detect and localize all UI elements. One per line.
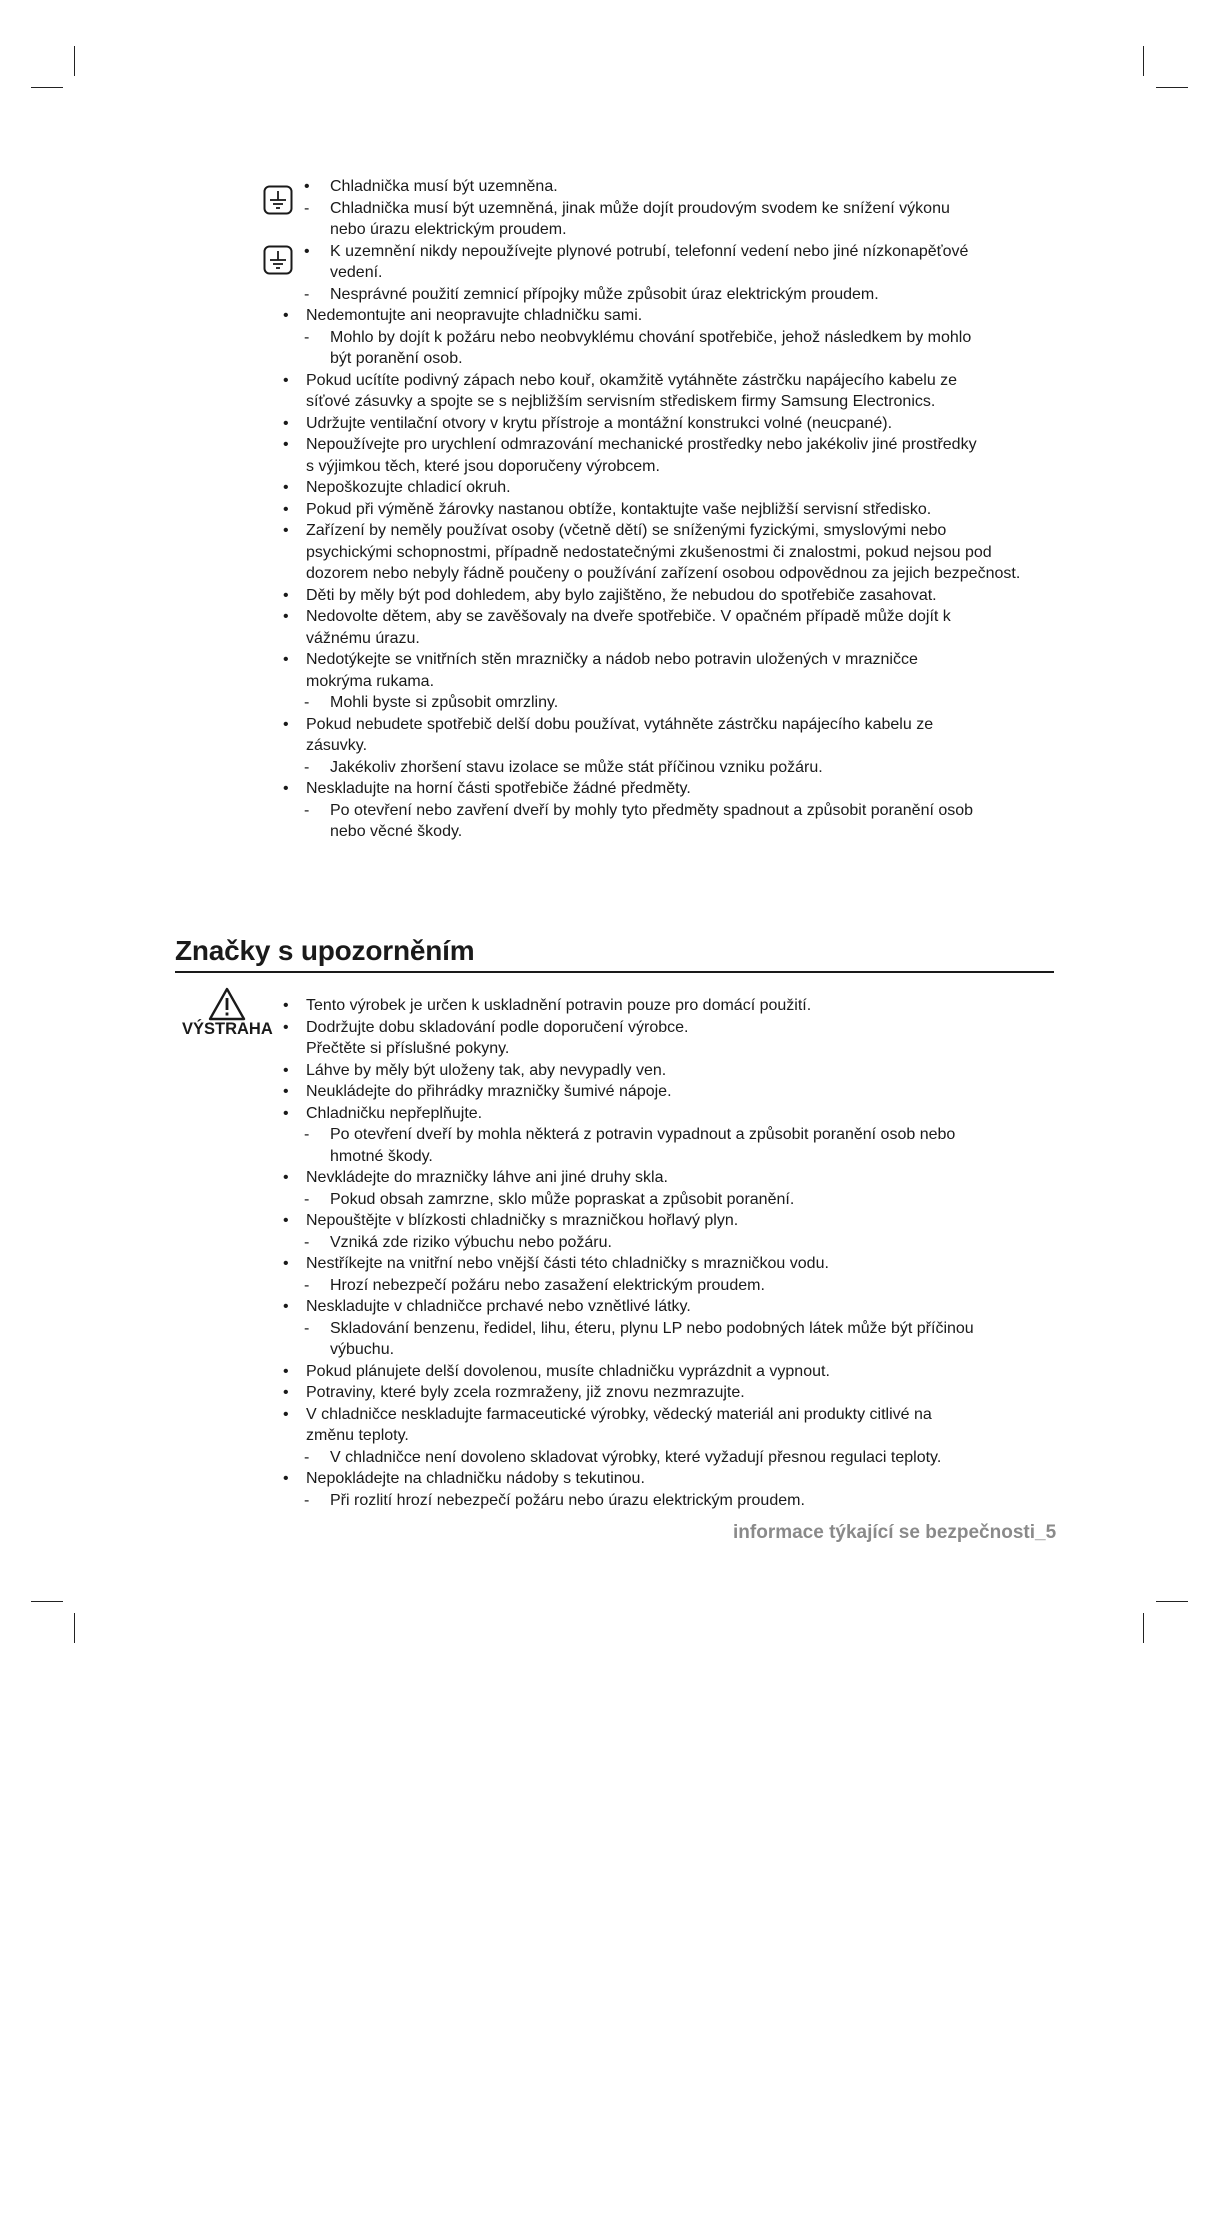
list-item-line: Nepouštějte v blízkosti chladničky s mrazničkou hořlavý plyn. [306, 1212, 739, 1229]
list-item-line: nebo věcné škody. [330, 823, 463, 840]
bullet-marker: • [283, 371, 289, 389]
bullet-marker: • [283, 1255, 289, 1272]
list-item-line: výbuchu. [330, 1341, 395, 1358]
list-item-line: Po otevření dveří by mohla některá z potravin vypadnout a způsobit poranění osob nebo [330, 1126, 956, 1143]
list-item-line: V chladničce není dovoleno skladovat výrobky, které vyžadují přesnou regulaci teploty. [330, 1448, 942, 1466]
list-item-line: Mohli byste si způsobit omrzliny. [330, 694, 559, 711]
dash-marker: - [304, 801, 310, 819]
crop-mark [1143, 1613, 1144, 1643]
list-item-line: psychickými schopnostmi, případně nedostatečnými zkušenostmi či znalostmi, pokud nejsou pod [306, 543, 992, 561]
bullet-marker: • [283, 1298, 289, 1315]
list-item-line: Tento výrobek je určen k uskladnění potravin pouze pro domácí použití. [306, 997, 812, 1014]
list-item-line: Po otevření nebo zavření dveří by mohly tyto předměty spadnout a způsobit poranění osob [330, 801, 974, 819]
title-underline [175, 971, 1054, 973]
crop-mark [1156, 1601, 1188, 1602]
warning-triangle-icon [208, 987, 246, 1021]
dash-marker: - [304, 1491, 310, 1509]
list-item-line: Nepoškozujte chladicí okruh. [306, 479, 511, 496]
list-item-line: hmotné škody. [330, 1147, 433, 1165]
crop-mark [74, 1613, 75, 1643]
list-item-line: Nesprávné použití zemnicí přípojky může způsobit úraz elektrickým proudem. [330, 285, 879, 303]
dash-marker: - [304, 285, 310, 303]
list-item-line: Nepoužívejte pro urychlení odmrazování mechanické prostředky nebo jakékoliv jiné prostředky [306, 436, 977, 453]
crop-mark [31, 1601, 63, 1602]
list-item-line: Udržujte ventilační otvory v krytu přístroje a montážní konstrukci volné (neucpané). [306, 414, 893, 432]
bullet-marker: • [283, 307, 289, 324]
list-item-line: Potraviny, které byly zcela rozmraženy, již znovu nezmrazujte. [306, 1384, 745, 1401]
list-item-line: Nedemontujte ani neopravujte chladničku sami. [306, 307, 643, 324]
list-item-line: zásuvky. [306, 737, 368, 754]
bullet-marker: • [283, 479, 289, 496]
crop-mark [31, 87, 63, 88]
bullet-marker: • [283, 1018, 289, 1036]
bullet-marker: • [283, 608, 289, 625]
list-item-line: Nepokládejte na chladničku nádoby s tekutinou. [306, 1470, 645, 1487]
list-item-line: Pokud při výměně žárovky nastanou obtíže, kontaktujte vaše nejbližší servisní středisko. [306, 500, 932, 518]
list-item-line: Skladování benzenu, ředidel, lihu, éteru, plynu LP nebo podobných látek může být příčinou [330, 1319, 974, 1337]
list-item-line: změnu teploty. [306, 1427, 409, 1444]
bullet-marker: • [283, 436, 289, 453]
bullet-marker: • [283, 1384, 289, 1401]
dash-marker: - [304, 1126, 310, 1143]
bullet-marker: • [283, 1169, 289, 1186]
list-item-line: mokrýma rukama. [306, 672, 435, 690]
list-item-line: K uzemnění nikdy nepoužívejte plynové potrubí, telefonní vedení nebo jiné nízkonapěťové [330, 242, 969, 260]
list-item-line: Chladnička musí být uzemněná, jinak může dojít proudovým svodem ke snížení výkonu [330, 199, 950, 217]
dash-marker: - [304, 199, 310, 217]
list-item-line: Děti by měly být pod dohledem, aby bylo zajištěno, že nebudou do spotřebiče zasahovat. [306, 586, 937, 604]
list-item-line: vážnému úrazu. [306, 629, 420, 647]
dash-marker: - [304, 694, 310, 711]
bullet-marker: • [283, 780, 289, 797]
list-item-line: Při rozlití hrozí nebezpečí požáru nebo úrazu elektrickým proudem. [330, 1491, 805, 1509]
list-item-line: Neskladujte v chladničce prchavé nebo vznětlivé látky. [306, 1298, 691, 1315]
dash-marker: - [304, 1319, 310, 1337]
bullet-marker: • [283, 522, 289, 539]
page-footer: informace týkající se bezpečnosti_5 [733, 1522, 1057, 1543]
list-item-line: V chladničce neskladujte farmaceutické výrobky, vědecký materiál ani produkty citlivé na [306, 1405, 932, 1423]
list-item-line: Chladnička musí být uzemněna. [330, 178, 558, 195]
list-item-line: Zařízení by neměly používat osoby (včetně dětí) se sníženými fyzickými, smyslovými nebo [306, 522, 947, 539]
list-item-line: Nestříkejte na vnitřní nebo vnější části této chladničky s mrazničkou vodu. [306, 1255, 829, 1272]
list-item-line: Neskladujte na horní části spotřebiče žádné předměty. [306, 780, 691, 797]
list-item-line: Pokud obsah zamrzne, sklo může popraskat a způsobit poranění. [330, 1190, 795, 1208]
bullet-marker: • [283, 997, 289, 1014]
bullet-marker: • [283, 1104, 289, 1122]
list-item-line: Pokud ucítíte podivný zápach nebo kouř, okamžitě vytáhněte zástrčku napájecího kabelu ze [306, 371, 958, 389]
dash-marker: - [304, 1276, 310, 1294]
bullet-marker: • [304, 178, 310, 195]
bullet-marker: • [283, 1061, 289, 1079]
dash-marker: - [304, 1233, 310, 1251]
bullet-marker: • [283, 1405, 289, 1423]
list-item-line: Nedotýkejte se vnitřních stěn mrazničky a nádob nebo potravin uložených v mrazničce [306, 651, 918, 668]
section-title: Značky s upozorněním [175, 935, 475, 966]
bullet-marker: • [304, 242, 310, 260]
bullet-marker: • [283, 715, 289, 733]
list-item-line: Láhve by měly být uloženy tak, aby nevypadly ven. [306, 1061, 667, 1079]
list-item-line: Nevkládejte do mrazničky láhve ani jiné druhy skla. [306, 1169, 668, 1186]
bullet-marker: • [283, 1083, 289, 1100]
list-item-line: Jakékoliv zhoršení stavu izolace se může stát příčinou vzniku požáru. [330, 758, 823, 776]
crop-mark [74, 46, 75, 76]
list-item-line: Vzniká zde riziko výbuchu nebo požáru. [330, 1233, 612, 1251]
warning-label: VÝSTRAHA [182, 1020, 273, 1038]
dash-marker: - [304, 1190, 310, 1208]
bullet-marker: • [283, 651, 289, 668]
list-item-line: Neukládejte do přihrádky mrazničky šumivé nápoje. [306, 1083, 672, 1100]
list-item-line: síťové zásuvky a spojte se s nejbližším servisním střediskem firmy Samsung Electronics. [306, 393, 936, 410]
ground-icon [263, 185, 293, 215]
bullet-marker: • [283, 500, 289, 518]
bullet-marker: • [283, 1362, 289, 1380]
dash-marker: - [304, 328, 310, 346]
bullet-marker: • [283, 414, 289, 432]
list-item-line: Mohlo by dojít k požáru nebo neobvyklému chování spotřebiče, jehož následkem by mohlo [330, 328, 972, 346]
dash-marker: - [304, 1448, 310, 1466]
dash-marker: - [304, 758, 310, 776]
list-item-line: Přečtěte si příslušné pokyny. [306, 1040, 510, 1057]
list-item-line: být poranění osob. [330, 350, 463, 367]
bullet-marker: • [283, 1470, 289, 1487]
list-item-line: dozorem nebo nebyly řádně poučeny o používání zařízení osobou odpovědnou za jejich bezpečnost. [306, 565, 1021, 582]
list-item-line: Dodržujte dobu skladování podle doporučení výrobce. [306, 1018, 689, 1036]
list-item-line: s výjimkou těch, které jsou doporučeny výrobcem. [306, 457, 660, 475]
list-item-line: Pokud nebudete spotřebič delší dobu používat, vytáhněte zástrčku napájecího kabelu ze [306, 715, 934, 733]
crop-mark [1143, 46, 1144, 76]
ground-icon [263, 245, 293, 275]
list-item-line: Hrozí nebezpečí požáru nebo zasažení elektrickým proudem. [330, 1276, 765, 1294]
crop-mark [1156, 87, 1188, 88]
bullet-marker: • [283, 586, 289, 604]
list-item-line: vedení. [330, 264, 383, 281]
list-item-line: nebo úrazu elektrickým proudem. [330, 221, 567, 238]
list-item-line: Pokud plánujete delší dovolenou, musíte chladničku vyprázdnit a vypnout. [306, 1362, 830, 1380]
list-item-line: Chladničku nepřeplňujte. [306, 1104, 483, 1122]
list-item-line: Nedovolte dětem, aby se zavěšovaly na dveře spotřebiče. V opačném případě může dojít k [306, 608, 951, 625]
bullet-marker: • [283, 1212, 289, 1229]
